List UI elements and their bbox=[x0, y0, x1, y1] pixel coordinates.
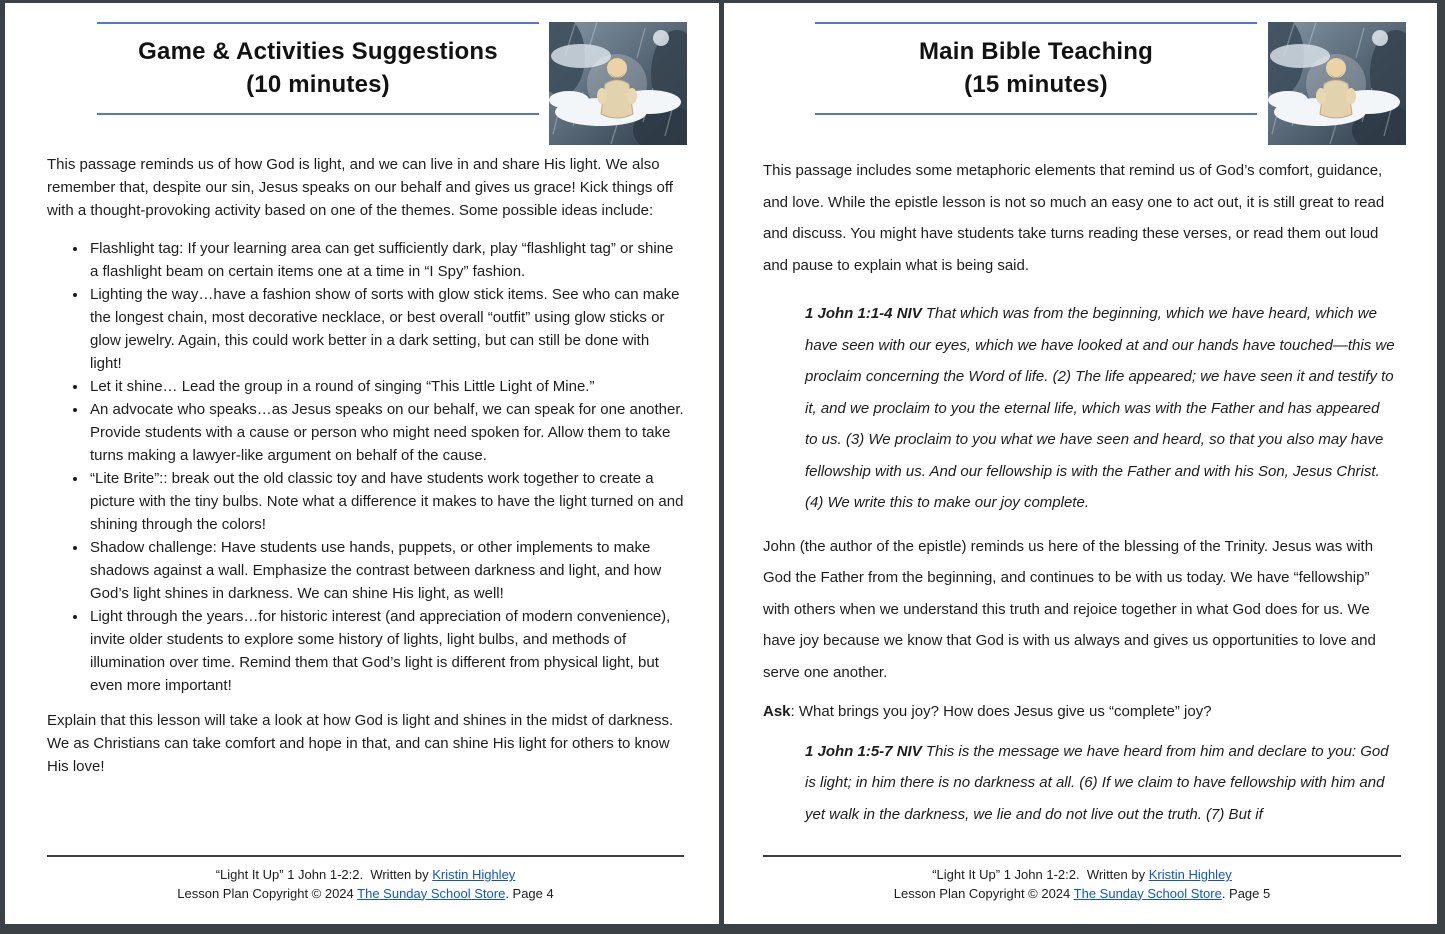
page-content bbox=[47, 153, 684, 778]
footer-line-1: “Light It Up” 1 John 1-2:2. Written by Kristin Highley bbox=[932, 867, 1232, 882]
activity-item: • Lighting the way…have a fashion show of sorts with glow stick items. See who can make the longest chain, most decorative necklace, or best overall “outfit” using glow sticks or glow jewelry. Again, this could work better in a dark setting, but can still be done with light! bbox=[88, 283, 684, 375]
lesson-illustration-image bbox=[1268, 22, 1406, 145]
footer-line-2: Lesson Plan Copyright © 2024 The Sunday School Store. Page 4 bbox=[177, 885, 554, 901]
store-link[interactable]: The Sunday School Store bbox=[357, 885, 506, 901]
lesson-illustration-image bbox=[549, 22, 687, 145]
scripture-reference: 1 John 1:1-4 NIV bbox=[805, 305, 926, 322]
page-content bbox=[763, 155, 1395, 830]
scripture-text: This is the message we have heard from him and declare to you: God is light; in him there is no darkness at all. (6) If we claim to have fellowship with him and yet walk in the darkness, we lie and do not live out the truth. (7) But if bbox=[805, 742, 1389, 823]
closing-paragraph: Explain that this lesson will take a look at how God is light and shines in the midst of darkness. We as Christians can take comfort and hope in that, and can shine His light for others to know His love! bbox=[47, 712, 674, 775]
document-page-4 bbox=[5, 3, 719, 924]
author-link[interactable]: Kristin Highley bbox=[432, 867, 516, 882]
page-title: Game & Activities Suggestions bbox=[138, 38, 498, 65]
footer-line-2: Lesson Plan Copyright © 2024 The Sunday School Store. Page 5 bbox=[893, 885, 1271, 901]
document-page-5 bbox=[724, 3, 1437, 924]
store-link[interactable]: The Sunday School Store bbox=[1073, 885, 1222, 901]
author-link[interactable]: Kristin Highley bbox=[1148, 867, 1232, 882]
activity-item: • Let it shine… Lead the group in a round of singing “This Little Light of Mine.” bbox=[88, 375, 684, 398]
page-title-duration: (15 minutes) bbox=[964, 71, 1108, 98]
ask-prompt: Ask: What brings you joy? How does Jesus give us “complete” joy? bbox=[763, 703, 1212, 720]
page-title: Main Bible Teaching bbox=[918, 38, 1154, 65]
scripture-text: That which was from the beginning, which we have heard, which we have seen with our eyes, which we have looked at and our hands have touched—this we proclaim concerning the Word of life. (2) The life appeared; we have seen it and testify to it, and we proclaim to you the eternal life, which was with the Father and has appeared to us. (3) We proclaim to you what we have seen and heard, so that you also may have fellowship with us. And our fellowship is with the Father and with his Son, Jesus Christ. (4) We write this to make our joy complete. bbox=[805, 305, 1395, 511]
section-title-box bbox=[815, 22, 1257, 115]
activity-item: • Light through the years…for historic interest (and appreciation of modern convenience), invite older students to explore some history of lights, light bulbs, and methods of illumination over time. Remind them that God’s light is different from physical light, but even more important! bbox=[88, 605, 684, 697]
page-number: . Page 5 bbox=[1221, 885, 1271, 901]
section-title-box bbox=[97, 22, 539, 115]
page-number: . Page 4 bbox=[505, 885, 554, 901]
page-footer bbox=[47, 855, 684, 903]
footer-line-1: “Light It Up” 1 John 1-2:2. Written by Kristin Highley bbox=[215, 867, 516, 882]
scripture-block-2 bbox=[805, 736, 1395, 831]
commentary-paragraph: John (the author of the epistle) reminds us here of the blessing of the Trinity. Jesus was with God the Father from the beginning, and continues to be with us today. We have “fellowship” with others when we understand this truth and rejoice together in what God does for us. We have joy because we know that God is with us always and gives us opportunities to love and serve one another. bbox=[763, 537, 1376, 681]
page-title-duration: (10 minutes) bbox=[246, 71, 390, 98]
scripture-reference: 1 John 1:5-7 NIV bbox=[805, 742, 926, 760]
ask-label: Ask bbox=[763, 703, 791, 720]
activity-item: • Shadow challenge: Have students use hands, puppets, or other implements to make shadows against a wall. Emphasize the contrast between darkness and light, and how God’s light shines in darkness. We can shine His light, as well! bbox=[88, 536, 684, 605]
activity-item: • Flashlight tag: If your learning area can get sufficiently dark, play “flashlight tag” or shine a flashlight beam on certain items one at a time in “I Spy” fashion. bbox=[88, 237, 684, 283]
intro-paragraph: This passage includes some metaphoric elements that remind us of God’s comfort, guidance, and love. While the epistle lesson is not so much an easy one to act out, it is still great to read and discuss. You might have students take turns reading these verses, or read them out loud and pause to explain what is being said. bbox=[763, 162, 1385, 274]
intro-paragraph: This passage reminds us of how God is light, and we can live in and share His light. We also remember that, despite our sin, Jesus speaks on our behalf and gives us grace! Kick things off with a thought-provoking activity based on one of the themes. Some possible ideas include: bbox=[47, 156, 673, 219]
page-footer bbox=[763, 855, 1401, 903]
activity-item: • “Lite Brite”:: break out the old classic toy and have students work together to create a picture with the tiny bulbs. Note what a difference it makes to have the light turned on and shining through the colors! bbox=[88, 467, 684, 536]
scripture-block-1 bbox=[805, 298, 1395, 519]
activities-list bbox=[47, 237, 684, 697]
activity-item: • An advocate who speaks…as Jesus speaks on our behalf, we can speak for one another. Provide students with a cause or person who might need spoken for. Allow them to take turns making a lawyer-like argument on behalf of the cause. bbox=[88, 398, 684, 467]
